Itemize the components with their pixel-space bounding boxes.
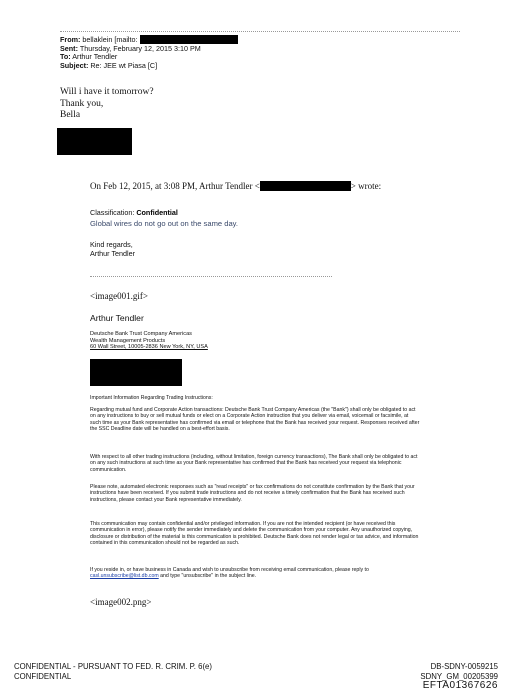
global-wires-text: Global wires do not go out on the same day.	[90, 219, 239, 228]
quote-separator	[90, 276, 332, 277]
signature-name: Arthur Tendler	[90, 313, 144, 323]
disclaimer-para-4: This communication may contain confidential and/or privileged information. If you are not the intended recipient (or have received this communication in error), please notify the sender immediately and delete the communication from your computer. Any unauthorized copying, disclosure or distribution of the material is this communication is prohibited. Deutsche Bank does not render legal or tax advice, and information contained in this communication should not be regarded as such.	[90, 521, 419, 546]
efta-number: EFTA01367626	[422, 680, 498, 691]
signature-block	[90, 331, 208, 351]
disclaimer-para-3: Please note, automated electronic responses such as "read receipts" or fax confirmations do not constitute confirmation by the Bank that your instructions have been received. If you submit trade instructions and do not receive a timely confirmation that the Bank has received such instructions, please contact your Bank representative immediately.	[90, 484, 415, 503]
classification	[90, 208, 178, 217]
bates-number: SDNY_GM_00205399	[420, 671, 498, 681]
kind-regards-line: Kind regards,	[90, 240, 133, 249]
sig-line: Deutsche Bank Trust Company Americas	[90, 331, 192, 337]
from-label: From:	[60, 35, 81, 44]
footer-left-line: CONFIDENTIAL	[14, 671, 72, 681]
to-value: Arthur Tendler	[72, 52, 118, 62]
classification-label: Classification:	[90, 208, 135, 217]
footer-left	[14, 662, 212, 681]
reply-line: Thank you,	[60, 98, 104, 109]
subject-value: Re: JEE wt Piasa [C]	[90, 60, 158, 70]
bates-number: DB-SDNY-0059215	[430, 662, 498, 671]
redaction	[260, 181, 351, 191]
subject-label: Subject:	[60, 60, 89, 70]
reply-line: Bella	[60, 110, 81, 120]
sig-line: Wealth Management Products	[90, 337, 166, 344]
reply-line: Will i have it tomorrow?	[60, 87, 154, 97]
footer-right	[420, 662, 498, 691]
redaction	[57, 128, 132, 155]
wrote-suffix: > wrote:	[350, 181, 382, 191]
para5-prefix: If you reside in, or have business in Canada and wish to unsubscribe from receiving email communication, please reply to	[90, 567, 369, 573]
to-label: To:	[60, 52, 71, 62]
wrote-prefix: On Feb 12, 2015, at 3:08 PM, Arthur Tendler <	[90, 181, 260, 191]
disclaimer-para-5	[90, 567, 420, 580]
reply-body	[60, 87, 154, 122]
signoff-name: Arthur Tendler	[90, 248, 136, 258]
unsubscribe-email-link[interactable]: casl.unsubscribe@list.db.com	[90, 573, 159, 580]
image002-placeholder: <image002.png>	[90, 597, 152, 607]
sent-label: Sent:	[60, 43, 78, 53]
kind-regards	[90, 241, 135, 259]
redaction	[90, 359, 182, 386]
email-header	[60, 35, 238, 70]
from-value: bellaklein [mailto:	[82, 35, 138, 44]
sig-address: 60 Wall Street, 10005-2836 New York, NY, USA	[90, 344, 208, 351]
top-separator	[60, 31, 460, 32]
footer-left-line: CONFIDENTIAL - PURSUANT TO FED. R. CRIM. P. 6(e)	[14, 662, 212, 671]
para5-suffix: and type "unsubscribe" in the subject line.	[158, 573, 257, 580]
important-heading: Important Information Regarding Trading Instructions:	[90, 395, 213, 401]
quoted-wrote-line	[90, 181, 381, 191]
disclaimer-para-2: With respect to all other trading instructions (including, without limitation, foreign currency transactions), The Bank shall only be obligated to act on any such instructions at such time as your Bank representative has confirmed that the Bank has received your request via telephonic communication.	[90, 454, 418, 473]
disclaimer-para-1: Regarding mutual fund and Corporate Action transactions: Deutsche Bank Trust Company Americas (the "Bank") shall only be obligated to act on any instructions to buy or sell mutual funds or elect on a Corporate Action instruction that you deliver via email, voicemail or facsimile, at such time as your Bank representative has confirmed via email or telephone that the Bank has received your request. Responses received after the SSC Deadline date will be handled on a best-effort basis.	[90, 407, 420, 432]
classification-value: Confidential	[136, 208, 178, 217]
subject-row	[60, 62, 238, 71]
image001-placeholder: <image001.gif>	[90, 291, 148, 301]
sent-value: Thursday, February 12, 2015 3:10 PM	[79, 43, 201, 53]
